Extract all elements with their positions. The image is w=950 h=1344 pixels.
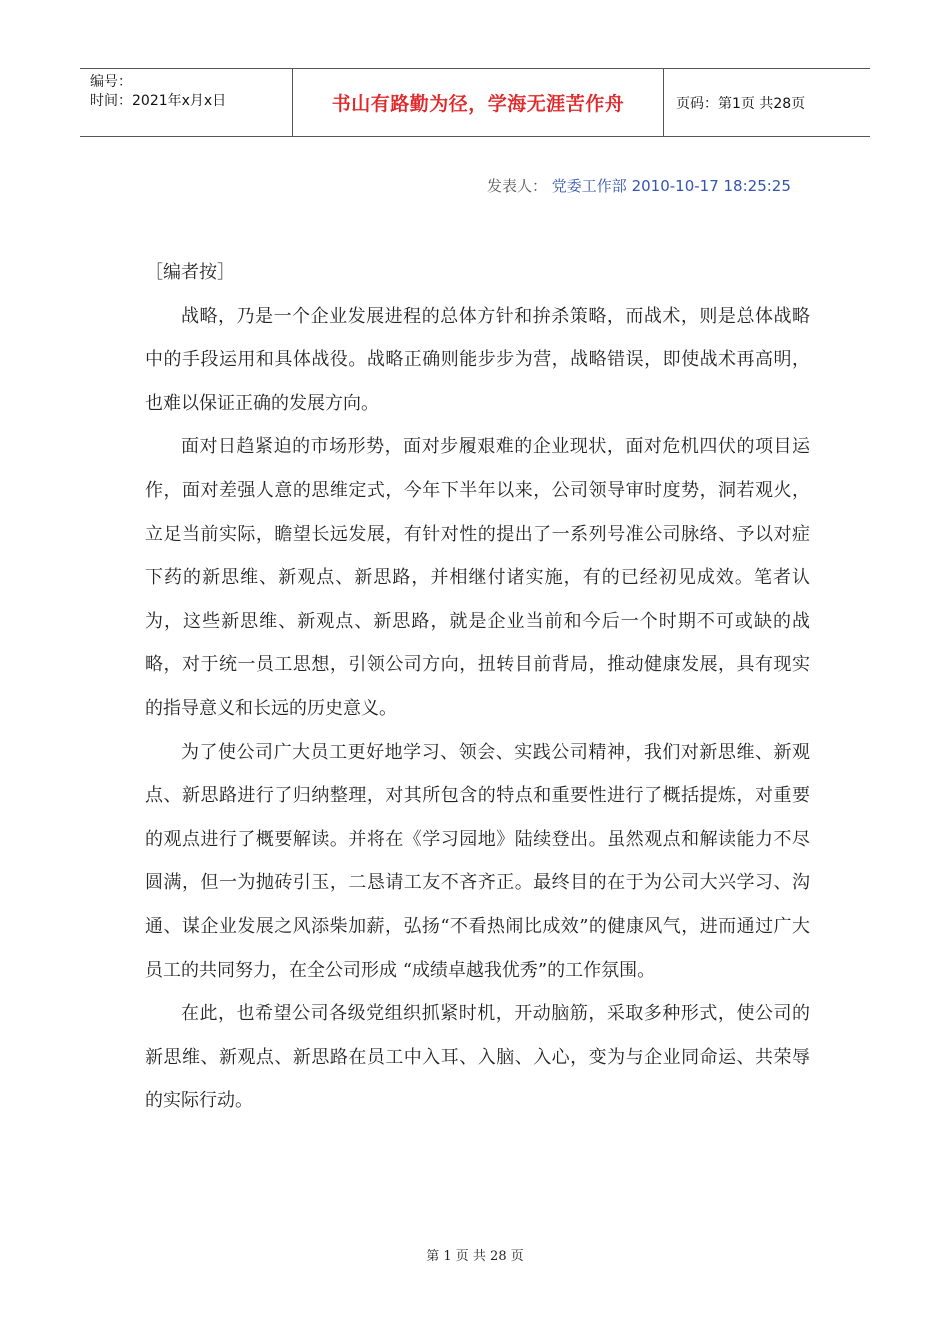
publisher-label: 发表人： (487, 177, 548, 195)
document-date: 时间：2021年x月x日 (90, 93, 227, 109)
article-paragraph: 战略，乃是一个企业发展进程的总体方针和拚杀策略，而战术，则是总体战略中的手段运用和具体战役。战略正确则能步步为营，战略错误，即使战术再高明，也难以保证正确的发展方向。 (145, 305, 810, 414)
header-motto: 书山有路勤为径，学海无涯苦作舟 (292, 69, 664, 136)
header-meta (80, 69, 292, 136)
article-paragraph: 在此，也希望公司各级党组织抓紧时机，开动脑筋，采取多种形式，使公司的新思维、新观点、新思路在员工中入耳、入脑、入心，变为与企业同命运、共荣辱的实际行动。 (145, 1003, 810, 1112)
document-number-label: 编号： (90, 74, 132, 90)
editor-note: ［编者按］ (145, 262, 235, 283)
article-paragraph: 面对日趋紧迫的市场形势，面对步履艰难的企业现状，面对危机四伏的项目运作，面对差强人意的思维定式，今年下半年以来，公司领导审时度势，洞若观火，立足当前实际，瞻望长远发展，有针对性的提出了一系列号准公司脉络、予以对症下药的新思维、新观点、新思路，并相继付诸实施，有的已经初见成效。笔者认为，这些新思维、新观点、新思路，就是企业当前和今后一个时期不可或缺的战略，对于统一员工思想，引领公司方向，扭转目前背局，推动健康发展，具有现实的指导意义和长远的历史意义。 (145, 436, 810, 719)
header-page-info: 页码：第1页 共28页 (676, 95, 806, 112)
article-paragraph: 为了使公司广大员工更好地学习、领会、实践公司精神，我们对新思维、新观点、新思路进行了归纳整理，对其所包含的特点和重要性进行了概括提炼，对重要的观点进行了概要解读。并将在《学习园地》陆续登出。虽然观点和解读能力不尽圆满，但一为抛砖引玉，二恳请工友不吝齐正。最终目的在于为公司大兴学习、沟通、谋企业发展之风添柴加薪，弘扬“不看热闹比成效”的健康风气，进而通过广大员工的共同努力，在全公司形成 “成绩卓越我优秀”的工作氛围。 (145, 741, 810, 981)
publisher-line (487, 175, 791, 196)
page-footer: 第 1 页 共 28 页 (426, 1249, 524, 1264)
publisher-value: 党委工作部 2010-10-17 18:25:25 (551, 177, 791, 195)
article-body (145, 251, 810, 1123)
document-header (80, 68, 870, 137)
